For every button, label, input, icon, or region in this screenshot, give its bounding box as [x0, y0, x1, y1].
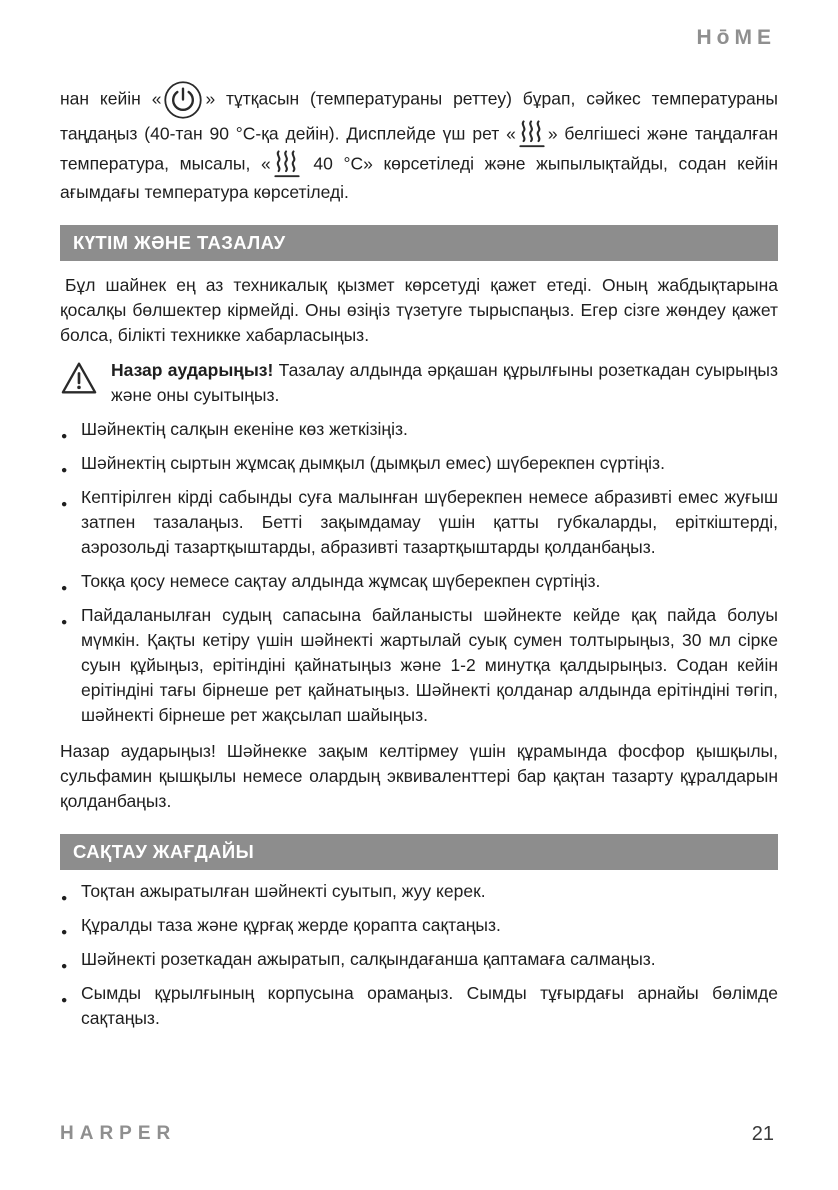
- section-header-care: [60, 225, 778, 261]
- warning-text: [111, 358, 778, 408]
- care-intro-paragraph: Бұл шайнек ең аз техникалық қызмет көрсетуді қажет етеді. Оның жабдықтарына қосалқы бөлшектер кірмейді. Оны өзіңіз түзетуге тырыспаңыз. Егер сізге жөндеу қажет болса, білікті техникке хабарласыңыз.: [60, 275, 778, 345]
- section-title: САҚТАУ ЖАҒДАЙЫ: [73, 841, 255, 862]
- page-number: 21: [751, 1122, 774, 1145]
- care-bullet-list: [60, 417, 778, 728]
- storage-bullet-item: ● Шәйнекті розеткадан ажыратып, салқындағанша қаптамаға салмаңыз.: [60, 947, 778, 972]
- care-bullet-item: ● Токқа қосу немесе сақтау алдында жұмсақ шүберекпен сүртіңіз.: [60, 569, 778, 594]
- section-title: КҮТІМ ЖӘНЕ ТАЗАЛАУ: [73, 232, 286, 253]
- intro-text-1: нан кейін «: [60, 88, 162, 109]
- warning-block: [60, 358, 778, 408]
- warning-triangle-icon: [60, 358, 98, 395]
- warning-lead: Назар аударыңыз!: [111, 360, 274, 380]
- storage-bullet-list: [60, 879, 778, 1031]
- intro-text-4: 40 °C» көрсетіледі және жыпылықтайды, содан кейін ағымдағы температура көрсетіледі.: [60, 153, 778, 202]
- steam-icon: [518, 120, 546, 150]
- care-bullet-item: ● Шәйнектің сыртын жұмсақ дымқыл (дымқыл емес) шүберекпен сүртіңіз.: [60, 451, 778, 476]
- intro-text-2: » тұтқасын (температураны реттеу) бұрап, сәйкес температураны таңдаңыз (40-тан 90 °C-қа дейін). Дисплейде үш рет «: [60, 88, 779, 144]
- harper-logo: HARPER: [60, 1123, 177, 1144]
- storage-bullet-item: ● Тоқтан ажыратылған шәйнекті суытып, жуу керек.: [60, 879, 778, 904]
- storage-bullet-item: ● Құралды таза және құрғақ жерде қорапта сақтаңыз.: [60, 913, 778, 938]
- note-paragraph: Назар аударыңыз! Шәйнекке зақым келтірмеу үшін құрамында фосфор қышқылы, сульфамин қышқылы немесе олардың эквиваленттері бар қақтан тазарту құралдарын қолданбаңыз.: [60, 741, 778, 811]
- intro-paragraph: [60, 0, 778, 205]
- warning-body: Тазалау алдында әрқашан құрылғыны розеткадан суырыңыз және оны суытыңыз.: [111, 360, 778, 405]
- page-content: [60, 0, 778, 1031]
- care-bullet-item: ● Кептірілген кірді сабынды суға малынған шүберекпен немесе абразивті емес жуғыш затпен тазалаңыз. Бетті зақымдамау үшін қатты губкаларды, еріткіштерді, аэрозольді тазартқыштарды, абразивті тазартқыштарды қолданбаңыз.: [60, 485, 778, 560]
- home-logo: HōME: [696, 26, 776, 49]
- section-header-storage: [60, 834, 778, 870]
- care-bullet-item: ● Пайдаланылған судың сапасына байланысты шәйнекте кейде қақ пайда болуы мүмкін. Қақты кетіру үшін шәйнекті жартылай суық сумен толтырыңыз, 30 мл сірке суын құйыңыз, ерітіндіні қайнатыңыз және 1-2 минутқа қалдырыңыз. Содан кейін ерітіндіні тағы бірнеше рет қайнатыңыз. Шәйнекті қолданар алдында ерітіндіні төгіп, шәйнекті бірнеше рет жақсылап шайыңыз.: [60, 603, 778, 728]
- page-footer: [60, 1118, 774, 1150]
- power-knob-icon: [163, 80, 203, 120]
- care-bullet-item: ● Шәйнектің салқын екеніне көз жеткізіңіз.: [60, 417, 778, 442]
- storage-bullet-item: ● Сымды құрылғының корпусына орамаңыз. Сымды тұғырдағы арнайы бөлімде сақтаңыз.: [60, 981, 778, 1031]
- intro-text-3: » белгішесі және таңдалған температура, мысалы, «: [60, 123, 778, 174]
- steam-icon: [273, 150, 301, 180]
